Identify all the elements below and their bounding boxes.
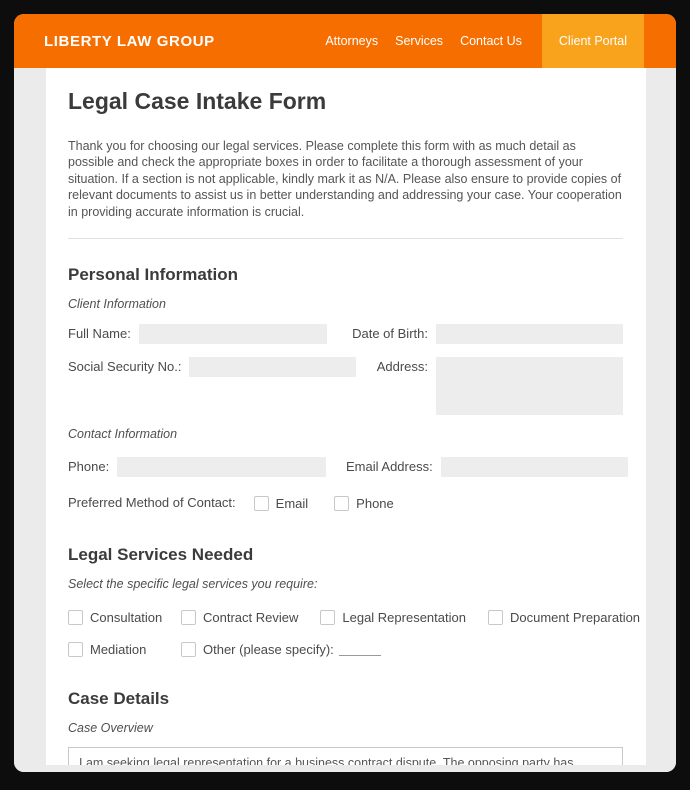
- form-card: [46, 68, 646, 765]
- service-mediation: [68, 642, 159, 657]
- phone-label: Phone:: [68, 459, 110, 475]
- other-checkbox[interactable]: [181, 642, 196, 657]
- mediation-checkbox[interactable]: [68, 642, 83, 657]
- service-legal-representation: [320, 610, 466, 625]
- case-overview-textarea[interactable]: [68, 747, 623, 765]
- services-row-1: [68, 610, 641, 626]
- section-heading-personal: Personal Information: [68, 265, 239, 285]
- email-input[interactable]: [441, 457, 628, 477]
- phone-field: [68, 457, 326, 477]
- app-window: [14, 14, 676, 772]
- full-name-input[interactable]: [139, 324, 327, 344]
- page-background: [14, 68, 676, 772]
- section-heading-case: Case Details: [68, 689, 170, 709]
- ssn-input[interactable]: [189, 357, 356, 377]
- service-consultation: [68, 610, 163, 626]
- row-name-dob: [68, 324, 623, 344]
- contract-review-checkbox[interactable]: [181, 610, 196, 625]
- preferred-phone-label: Phone: [356, 495, 394, 511]
- email-label: Email Address:: [346, 459, 433, 475]
- header-bar: [14, 14, 676, 68]
- row-ssn-address: [68, 357, 623, 415]
- address-textarea[interactable]: [436, 357, 623, 415]
- address-label: Address:: [376, 359, 428, 375]
- client-portal-button[interactable]: Client Portal: [542, 14, 644, 68]
- consultation-checkbox[interactable]: [68, 610, 83, 625]
- intro-text: Thank you for choosing our legal services. Please complete this form with as much detail as possible and check the appropriate boxes in order to facilitate a thorough assessment of your situation. If a section is not applicable, kindly mark it as N/A. Please also ensure to provide copies of relevant documents to assist us in better understanding and addressing your case. Your cooperation in providing accurate information is crucial.: [68, 138, 622, 219]
- preferred-email-checkbox[interactable]: [254, 496, 269, 511]
- subheading-case-overview: Case Overview: [68, 721, 153, 736]
- section-divider: [68, 238, 623, 239]
- preferred-email-option: [254, 496, 309, 511]
- section-heading-services: Legal Services Needed: [68, 545, 254, 565]
- dob-label: Date of Birth:: [352, 326, 428, 342]
- contract-review-label: Contract Review: [203, 610, 299, 626]
- phone-input[interactable]: [117, 457, 326, 477]
- dob-field: [347, 324, 623, 344]
- preferred-phone-option: [334, 496, 394, 511]
- consultation-label: Consultation: [90, 610, 163, 626]
- nav-link-attorneys[interactable]: Attorneys: [325, 34, 379, 48]
- service-document-preparation: [488, 610, 640, 625]
- other-specify-line[interactable]: [339, 644, 381, 656]
- subheading-services: Select the specific legal services you require:: [68, 577, 318, 592]
- mediation-label: Mediation: [90, 642, 147, 658]
- email-field: [346, 457, 623, 477]
- document-preparation-checkbox[interactable]: [488, 610, 503, 625]
- row-phone-email: [68, 457, 623, 477]
- legal-representation-label: Legal Representation: [342, 610, 466, 626]
- subheading-contact-info: Contact Information: [68, 427, 178, 442]
- brand-logo: LIBERTY LAW GROUP: [44, 32, 215, 50]
- ssn-label: Social Security No.:: [68, 359, 182, 375]
- header-spacer: [215, 14, 326, 68]
- other-label: Other (please specify):: [203, 642, 334, 658]
- service-contract-review: [181, 610, 298, 625]
- preferred-email-label: Email: [275, 495, 309, 511]
- dob-input[interactable]: [436, 324, 623, 344]
- page-title: Legal Case Intake Form: [68, 88, 327, 114]
- nav-link-services[interactable]: Services: [395, 34, 444, 48]
- subheading-client-info: Client Information: [68, 297, 166, 312]
- legal-representation-checkbox[interactable]: [320, 610, 335, 625]
- preferred-contact-row: [68, 493, 623, 513]
- preferred-contact-label: Preferred Method of Contact:: [68, 495, 236, 511]
- full-name-label: Full Name:: [68, 326, 131, 342]
- preferred-phone-checkbox[interactable]: [334, 496, 349, 511]
- full-name-field: [68, 324, 327, 344]
- ssn-field: [68, 357, 328, 377]
- header-nav: [325, 34, 522, 48]
- address-field: [348, 357, 623, 415]
- service-other: [181, 642, 381, 657]
- services-row-2: [68, 642, 623, 657]
- nav-link-contact-us[interactable]: Contact Us: [460, 34, 522, 48]
- document-preparation-label: Document Preparation: [509, 610, 641, 626]
